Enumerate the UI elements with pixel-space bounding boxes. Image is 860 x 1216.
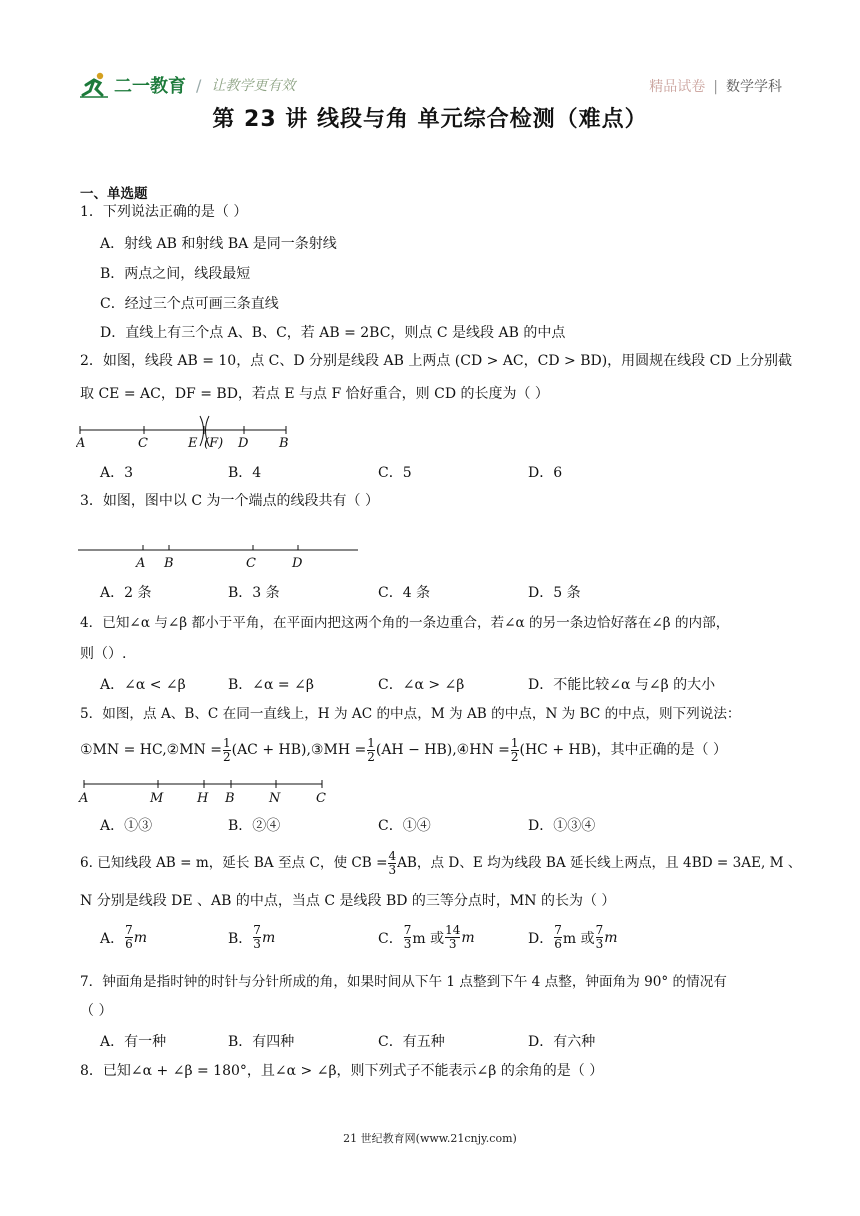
q5-statement-part3: (AH − HB),④HN = xyxy=(375,742,510,758)
q5-half-2-num: 1 xyxy=(367,735,375,750)
q5-figure xyxy=(76,776,336,810)
q6-option-c xyxy=(378,924,475,951)
q1-option-b: B．两点之间，线段最短 xyxy=(100,266,251,282)
q6-c-post: m xyxy=(461,929,475,946)
q6-frac-den: 3 xyxy=(388,862,397,877)
q3-label-c: C xyxy=(246,556,256,571)
header-subject: 数学学科 xyxy=(726,79,782,95)
q6-c-frac2 xyxy=(445,924,460,951)
q8-stem: 8．已知∠α + ∠β = 180°，且∠α > ∠β，则下列式子不能表示∠β 的余角的是（ ） xyxy=(80,1063,604,1079)
q6-c-num2: 14 xyxy=(445,923,461,937)
q6-c-pre: C． xyxy=(378,930,403,947)
q3-stem: 3．如图，图中以 C 为一个端点的线段共有（ ） xyxy=(80,493,379,509)
q6-c-den1: 3 xyxy=(403,937,412,951)
q6-c-num1: 7 xyxy=(403,923,412,937)
q6-b-pre: B． xyxy=(228,930,253,947)
q2-line2: 取 CE = AC，DF = BD，若点 E 与点 F 恰好重合，则 CD 的长度为（ ） xyxy=(80,386,549,402)
q6-option-b xyxy=(228,924,275,951)
q5-statements xyxy=(80,733,727,767)
q5-half-1 xyxy=(223,737,231,764)
q6-a-pre: A． xyxy=(100,930,125,947)
q4-line2: 则（）. xyxy=(80,646,127,662)
q6-a-den: 6 xyxy=(125,937,133,951)
q2-label-c: C xyxy=(138,436,148,451)
header-sep: | xyxy=(713,79,718,95)
q7-option-d: D．有六种 xyxy=(528,1034,596,1050)
q6-d-num1: 7 xyxy=(554,923,562,937)
q5-statement-part4: (HC + HB)，其中正确的是（ ） xyxy=(519,742,727,758)
q5-label-a: A xyxy=(79,791,89,806)
q6-d-post: m xyxy=(604,929,618,946)
q2-label-d: D xyxy=(238,436,249,451)
q5-label-m: M xyxy=(150,791,164,806)
q6-a-post: m xyxy=(133,929,148,946)
q4-option-b: B．∠α = ∠β xyxy=(228,677,314,693)
section-heading: 一、单选题 xyxy=(80,186,148,202)
q5-option-b: B．②④ xyxy=(228,818,281,834)
q6-d-num2: 7 xyxy=(595,923,604,937)
q5-line1: 5．如图，点 A、B、C 在同一直线上，H 为 AC 的中点，M 为 AB 的中点，N 为 BC 的中点，则下列说法： xyxy=(80,706,741,722)
q6-c-mid: m 或 xyxy=(412,930,445,947)
q5-option-d: D．①③④ xyxy=(528,818,596,834)
q4-option-d: D．不能比较∠α 与∠β 的大小 xyxy=(528,677,716,693)
q5-option-a: A．①③ xyxy=(100,818,153,834)
q1-option-a: A．射线 AB 和射线 BA 是同一条射线 xyxy=(100,236,337,252)
page-title: 第 23 讲 线段与角 单元综合检测（难点） xyxy=(212,107,648,132)
q2-label-a: A xyxy=(76,436,86,451)
q6-d-pre: D． xyxy=(528,930,554,947)
q5-label-b: B xyxy=(225,791,235,806)
page-footer: 21 世纪教育网(www.21cnjy.com) xyxy=(343,1132,517,1145)
q2-option-b: B．4 xyxy=(228,465,262,481)
q3-option-a: A．2 条 xyxy=(100,585,152,601)
q2-option-d: D．6 xyxy=(528,465,563,481)
runner-logo-icon xyxy=(80,71,110,99)
q2-figure xyxy=(76,414,306,454)
q3-label-b: B xyxy=(164,556,174,571)
q4-option-c: C．∠α > ∠β xyxy=(378,677,465,693)
q1-option-d: D．直线上有三个点 A、B、C，若 AB = 2BC，则点 C 是线段 AB 的中点 xyxy=(100,325,566,341)
q6-d-den2: 3 xyxy=(595,937,604,951)
q6-a-frac xyxy=(125,924,133,951)
q5-half-1-num: 1 xyxy=(222,735,231,750)
q5-statement-part1: ①MN = HC,②MN = xyxy=(80,742,222,758)
q2-line1: 2．如图，线段 AB = 10，点 C、D 分别是线段 AB 上两点 (CD > AC，CD > BD)，用圆规在线段 CD 上分别截 xyxy=(80,353,793,369)
q2-label-b: B xyxy=(279,436,289,451)
q6-b-post: m xyxy=(261,929,276,946)
q3-label-d: D xyxy=(292,556,303,571)
header-slogan: 让教学更有效 xyxy=(211,78,296,94)
q6-d-frac2 xyxy=(596,924,604,951)
header-logo xyxy=(80,70,295,100)
q7-line1: 7．钟面角是指时钟的时针与分针所成的角，如果时间从下午 1 点整到下午 4 点整，钟面角为 90° 的情况有 xyxy=(80,974,727,990)
q5-label-n: N xyxy=(269,791,281,806)
q5-half-3 xyxy=(511,737,519,764)
q5-half-1-den: 2 xyxy=(222,749,231,764)
q2-label-e: E xyxy=(188,436,198,451)
q4-option-a: A．∠α < ∠β xyxy=(100,677,186,693)
header-slash: / xyxy=(196,75,202,95)
q6-b-num: 7 xyxy=(253,923,261,937)
q7-option-b: B．有四种 xyxy=(228,1034,295,1050)
q7-option-a: A．有一种 xyxy=(100,1034,167,1050)
q6-d-den1: 6 xyxy=(554,937,562,951)
q4-line1: 4．已知∠α 与∠β 都小于平角，在平面内把这两个角的一条边重合，若∠α 的另一条边恰好落在∠β 的内部， xyxy=(80,615,730,631)
q1-option-c: C．经过三个点可画三条直线 xyxy=(100,296,279,312)
q6-frac-num: 4 xyxy=(388,848,397,863)
header-premium: 精品试卷 xyxy=(649,79,706,95)
q6-line2: N 分别是线段 DE 、AB 的中点，当点 C 是线段 BD 的三等分点时，MN 的长为（ ） xyxy=(80,893,616,909)
q7-option-c: C．有五种 xyxy=(378,1034,445,1050)
q3-option-b: B．3 条 xyxy=(228,585,280,601)
q5-half-2 xyxy=(367,737,375,764)
q6-d-mid: m 或 xyxy=(562,930,595,947)
q6-c-frac1 xyxy=(404,924,412,951)
q6-d-frac1 xyxy=(554,924,562,951)
q6-b-frac xyxy=(253,924,261,951)
q6-a-num: 7 xyxy=(125,923,133,937)
q6-c-den2: 3 xyxy=(445,937,460,951)
q3-label-a: A xyxy=(136,556,146,571)
q1-stem: 1．下列说法正确的是（ ） xyxy=(80,204,248,220)
q6-part2: AB，点 D、E 均为线段 BA 延长线上两点，且 4BD = 3AE, M 、 xyxy=(397,855,802,871)
logo-text: 二一教育 xyxy=(114,76,186,97)
q3-option-d: D．5 条 xyxy=(528,585,581,601)
q2-arc xyxy=(200,416,204,446)
q2-option-a: A．3 xyxy=(100,465,134,481)
q2-label-f: (F) xyxy=(204,436,224,451)
q6-option-d xyxy=(528,924,618,951)
q5-half-2-den: 2 xyxy=(367,749,375,764)
q5-statement-part2: (AC + HB),③MH = xyxy=(231,742,367,758)
q3-option-c: C．4 条 xyxy=(378,585,431,601)
q6-frac-4-3 xyxy=(388,850,396,877)
q6-line1 xyxy=(80,846,802,880)
q5-label-c: C xyxy=(316,791,326,806)
q5-half-3-den: 2 xyxy=(510,749,519,764)
q6-part1: 6. 已知线段 AB = m，延长 BA 至点 C，使 CB = xyxy=(80,855,388,871)
header-right xyxy=(649,76,782,96)
q7-line2: （ ） xyxy=(80,1003,113,1019)
q5-option-c: C．①④ xyxy=(378,818,431,834)
q6-b-den: 3 xyxy=(253,937,261,951)
q6-option-a xyxy=(100,924,147,951)
q5-label-h: H xyxy=(197,791,209,806)
q3-figure xyxy=(76,538,366,572)
q2-option-c: C．5 xyxy=(378,465,412,481)
q5-half-3-num: 1 xyxy=(510,735,519,750)
